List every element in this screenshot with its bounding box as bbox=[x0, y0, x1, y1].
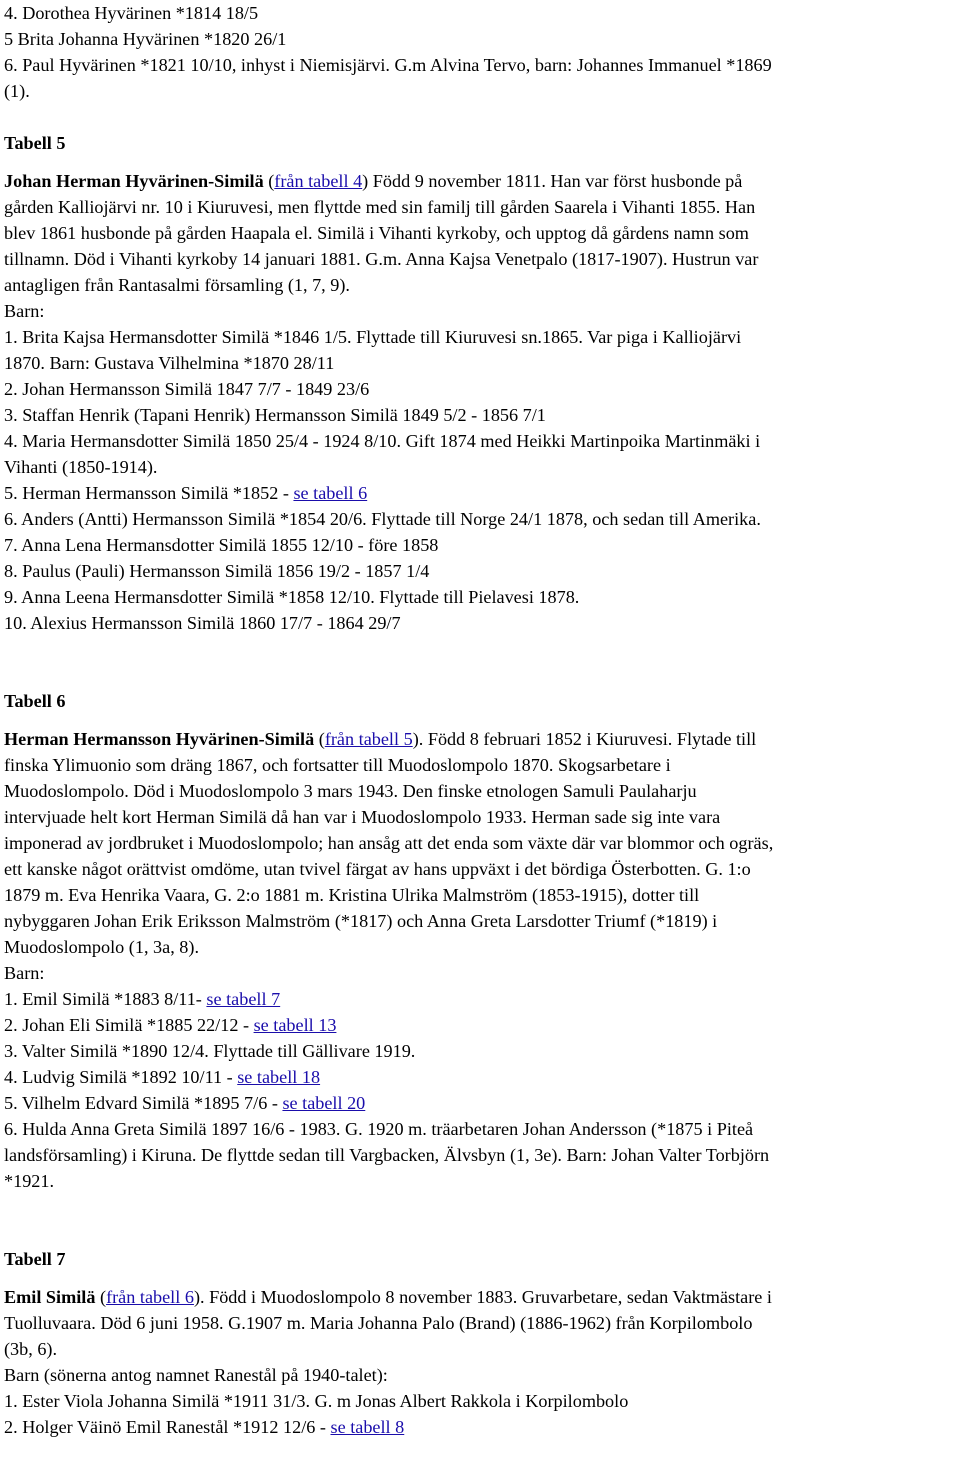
biography-line: intervjuade helt kort Herman Similä då han var i Muodoslompolo 1933. Herman sade sig inte vara bbox=[4, 807, 721, 827]
text-fragment: ). Född i Muodoslompolo 8 november 1883. Gruvarbetare, sedan Vaktmästare i bbox=[193, 1287, 772, 1307]
biography-line: imponerad av jordbruket i Muodoslompolo; han ansåg att det enda som växte där var blommor och ogräs, bbox=[4, 833, 774, 853]
biography-line: gården Kalliojärvi nr. 10 i Kiuruvesi, men flyttde med sin familj till gården Saarela i Vihanti 1855. Han bbox=[4, 197, 756, 217]
link-fran-tabell-6[interactable]: från tabell 6 bbox=[106, 1287, 194, 1307]
children-label: Barn (sönerna antog namnet Ranestål på 1940-talet): bbox=[4, 1365, 388, 1385]
biography-line: (3b, 6). bbox=[4, 1339, 58, 1359]
biography-line: antagligen från Rantasalmi församling (1, 7, 9). bbox=[4, 275, 350, 295]
spacer bbox=[4, 1194, 956, 1246]
link-fran-tabell-5[interactable]: från tabell 5 bbox=[324, 729, 413, 749]
text-fragment: ( bbox=[263, 171, 275, 191]
spacer bbox=[4, 104, 956, 130]
link-se-tabell-20[interactable]: se tabell 20 bbox=[282, 1093, 366, 1113]
child-line: 6. Anders (Antti) Hermansson Similä *1854 20/6. Flyttade till Norge 24/1 1878, och sedan till Amerika. bbox=[4, 509, 761, 529]
biography-line: finska Ylimuonio som dräng 1867, och fortsatter till Muodoslompolo 1870. Skogsarbetare i bbox=[4, 755, 671, 775]
tabell-5 bbox=[4, 130, 956, 636]
children-label: Barn: bbox=[4, 301, 45, 321]
child-line bbox=[4, 1064, 956, 1090]
tabell-4-continuation bbox=[4, 0, 956, 104]
biography-line: Muodoslompolo. Död i Muodoslompolo 3 mars 1943. Den finske etnologen Samuli Paulaharju bbox=[4, 781, 697, 801]
text-fragment: 5. Herman Hermansson Similä *1852 - bbox=[4, 483, 294, 503]
person-name: Emil Similä bbox=[4, 1287, 96, 1307]
text-fragment: ) Född 9 november 1811. Han var först husbonde på bbox=[362, 171, 743, 191]
child-line: 1870. Barn: Gustava Vilhelmina *1870 28/11 bbox=[4, 353, 335, 373]
text-fragment: ). Född 8 februari 1852 i Kiuruvesi. Flytade till bbox=[412, 729, 757, 749]
person-intro-line bbox=[4, 726, 956, 752]
child-line: 4. Dorothea Hyvärinen *1814 18/5 bbox=[4, 3, 259, 23]
link-se-tabell-8[interactable]: se tabell 8 bbox=[330, 1417, 405, 1437]
child-line: (1). bbox=[4, 81, 30, 101]
child-line: 8. Paulus (Pauli) Hermansson Similä 1856 19/2 - 1857 1/4 bbox=[4, 561, 430, 581]
text-fragment: 2. Holger Väinö Emil Ranestål *1912 12/6 - bbox=[4, 1417, 331, 1437]
biography-line: nybyggaren Johan Erik Eriksson Malmström (*1817) och Anna Greta Larsdotter Triumf (*1819) i bbox=[4, 911, 718, 931]
child-line: landsförsamling) i Kiruna. De flyttde sedan till Vargbacken, Älvsbyn (1, 3e). Barn: Johan Valter Torbjörn bbox=[4, 1145, 770, 1165]
text-fragment: 2. Johan Eli Similä *1885 22/12 - bbox=[4, 1015, 254, 1035]
section-heading: Tabell 7 bbox=[4, 1249, 66, 1269]
person-name: Johan Herman Hyvärinen-Similä bbox=[4, 171, 264, 191]
text-fragment: 5. Vilhelm Edvard Similä *1895 7/6 - bbox=[4, 1093, 283, 1113]
biography-line: Tuolluvaara. Död 6 juni 1958. G.1907 m. Maria Johanna Palo (Brand) (1886-1962) från Korpilombolo bbox=[4, 1313, 753, 1333]
spacer bbox=[4, 156, 956, 168]
child-line bbox=[4, 1012, 956, 1038]
biography-line: tillnamn. Död i Vihanti kyrkoby 14 januari 1881. G.m. Anna Kajsa Venetpalo (1817-1907). Hustrun var bbox=[4, 249, 759, 269]
spacer bbox=[4, 714, 956, 726]
biography-line: Muodoslompolo (1, 3a, 8). bbox=[4, 937, 200, 957]
child-line bbox=[4, 986, 956, 1012]
person-intro-line bbox=[4, 1284, 956, 1310]
text-fragment: 1. Emil Similä *1883 8/11- bbox=[4, 989, 207, 1009]
child-line: 9. Anna Leena Hermansdotter Similä *1858 12/10. Flyttade till Pielavesi 1878. bbox=[4, 587, 580, 607]
child-line: 4. Maria Hermansdotter Similä 1850 25/4 - 1924 8/10. Gift 1874 med Heikki Martinpoika Martinmäki i bbox=[4, 431, 761, 451]
section-heading: Tabell 5 bbox=[4, 133, 66, 153]
child-line: 2. Johan Hermansson Similä 1847 7/7 - 1849 23/6 bbox=[4, 379, 370, 399]
child-line bbox=[4, 1090, 956, 1116]
child-line: 10. Alexius Hermansson Similä 1860 17/7 - 1864 29/7 bbox=[4, 613, 401, 633]
text-fragment: ( bbox=[95, 1287, 107, 1307]
link-se-tabell-18[interactable]: se tabell 18 bbox=[237, 1067, 321, 1087]
child-line: Vihanti (1850-1914). bbox=[4, 457, 158, 477]
tabell-6 bbox=[4, 688, 956, 1194]
child-line bbox=[4, 1414, 956, 1440]
person-name: Herman Hermansson Hyvärinen-Similä bbox=[4, 729, 315, 749]
tabell-7 bbox=[4, 1246, 956, 1440]
text-fragment: ( bbox=[314, 729, 325, 749]
child-line: 7. Anna Lena Hermansdotter Similä 1855 12/10 - före 1858 bbox=[4, 535, 439, 555]
child-line: 3. Valter Similä *1890 12/4. Flyttade till Gällivare 1919. bbox=[4, 1041, 416, 1061]
child-line: 6. Hulda Anna Greta Similä 1897 16/6 - 1983. G. 1920 m. träarbetaren Johan Andersson (*1875 i Piteå bbox=[4, 1119, 754, 1139]
spacer bbox=[4, 636, 956, 688]
child-line: 1. Ester Viola Johanna Similä *1911 31/3. G. m Jonas Albert Rakkola i Korpilombolo bbox=[4, 1391, 629, 1411]
child-line: *1921. bbox=[4, 1171, 55, 1191]
spacer bbox=[4, 1272, 956, 1284]
biography-line: blev 1861 husbonde på gården Haapala el. Similä i Vihanti kyrkoby, och upptog då gårdens namn som bbox=[4, 223, 749, 243]
link-se-tabell-13[interactable]: se tabell 13 bbox=[253, 1015, 337, 1035]
person-intro-line bbox=[4, 168, 956, 194]
child-line: 3. Staffan Henrik (Tapani Henrik) Hermansson Similä 1849 5/2 - 1856 7/1 bbox=[4, 405, 546, 425]
children-label: Barn: bbox=[4, 963, 45, 983]
biography-line: ett kanske något orättvist omdöme, utan tvivel färgat av hans uppväxt i det bördiga Österbotten. G. 1:o bbox=[4, 859, 751, 879]
section-heading: Tabell 6 bbox=[4, 691, 66, 711]
child-line bbox=[4, 480, 956, 506]
child-line: 5 Brita Johanna Hyvärinen *1820 26/1 bbox=[4, 29, 287, 49]
biography-line: 1879 m. Eva Henrika Vaara, G. 2:o 1881 m. Kristina Ulrika Malmström (1853-1915), dotter till bbox=[4, 885, 700, 905]
child-line: 6. Paul Hyvärinen *1821 10/10, inhyst i Niemisjärvi. G.m Alvina Tervo, barn: Johannes Immanuel *1869 bbox=[4, 55, 772, 75]
link-se-tabell-7[interactable]: se tabell 7 bbox=[206, 989, 281, 1009]
link-se-tabell-6[interactable]: se tabell 6 bbox=[293, 483, 368, 503]
link-fran-tabell-4[interactable]: från tabell 4 bbox=[274, 171, 363, 191]
child-line: 1. Brita Kajsa Hermansdotter Similä *1846 1/5. Flyttade till Kiuruvesi sn.1865. Var piga i Kalliojärvi bbox=[4, 327, 742, 347]
text-fragment: 4. Ludvig Similä *1892 10/11 - bbox=[4, 1067, 238, 1087]
